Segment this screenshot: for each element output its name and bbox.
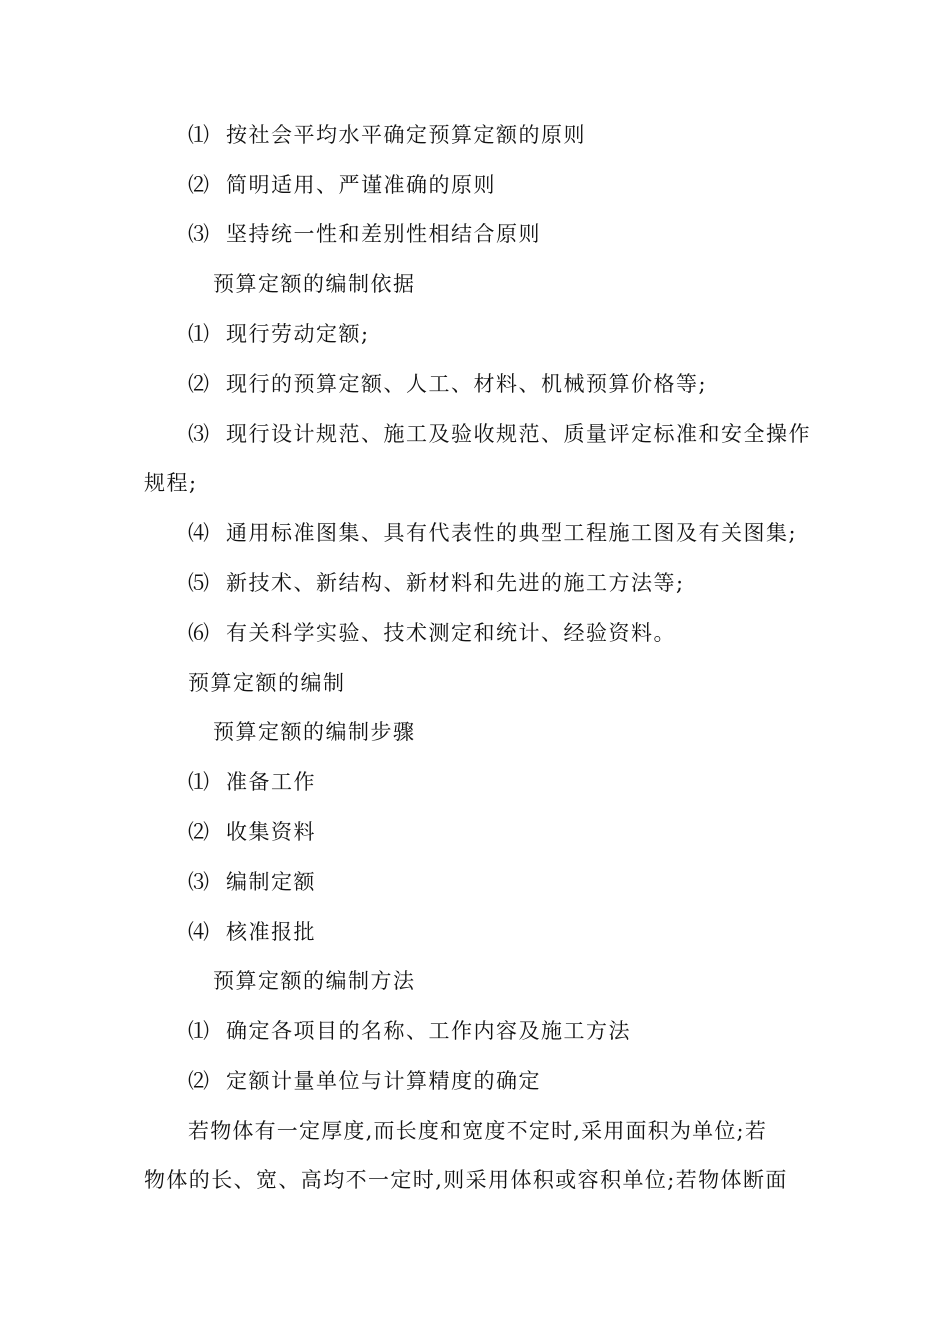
item-text: 新技术、新结构、新材料和先进的施工方法等; bbox=[226, 571, 685, 595]
item-number: ⑶ bbox=[188, 870, 210, 894]
method-item bbox=[188, 1018, 631, 1044]
item-text: 准备工作 bbox=[226, 770, 316, 794]
item-text: 定额计量单位与计算精度的确定 bbox=[226, 1069, 541, 1093]
item-text: 核准报批 bbox=[226, 920, 316, 944]
principle-item bbox=[188, 122, 586, 148]
item-number: ⑴ bbox=[188, 123, 210, 147]
basis-item bbox=[188, 520, 797, 546]
item-text: 按社会平均水平确定预算定额的原则 bbox=[226, 123, 586, 147]
item-number: ⑸ bbox=[188, 571, 210, 595]
item-text: 编制定额 bbox=[226, 870, 316, 894]
method-item bbox=[188, 1068, 541, 1094]
item-text: 确定各项目的名称、工作内容及施工方法 bbox=[226, 1019, 631, 1043]
basis-item bbox=[188, 421, 811, 447]
item-number: ⑵ bbox=[188, 372, 210, 396]
step-item bbox=[188, 869, 316, 895]
item-number: ⑵ bbox=[188, 820, 210, 844]
basis-item bbox=[188, 570, 685, 596]
item-number: ⑹ bbox=[188, 621, 210, 645]
item-number: ⑴ bbox=[188, 322, 210, 346]
step-item bbox=[188, 819, 316, 845]
basis-item bbox=[188, 371, 707, 397]
basis-item-continuation: 规程; bbox=[144, 471, 198, 495]
item-number: ⑴ bbox=[188, 1019, 210, 1043]
item-text: 收集资料 bbox=[226, 820, 316, 844]
item-text: 坚持统一性和差别性相结合原则 bbox=[226, 222, 541, 246]
section-heading-compile: 预算定额的编制 bbox=[188, 671, 346, 695]
item-number: ⑶ bbox=[188, 222, 210, 246]
step-item bbox=[188, 769, 316, 795]
item-number: ⑵ bbox=[188, 173, 210, 197]
section-heading-methods: 预算定额的编制方法 bbox=[213, 969, 416, 993]
item-text: 通用标准图集、具有代表性的典型工程施工图及有关图集; bbox=[226, 521, 798, 545]
item-text: 现行劳动定额; bbox=[226, 322, 370, 346]
item-number: ⑷ bbox=[188, 920, 210, 944]
step-item bbox=[188, 919, 316, 945]
section-heading-basis: 预算定额的编制依据 bbox=[213, 272, 416, 296]
item-number: ⑵ bbox=[188, 1069, 210, 1093]
principle-item bbox=[188, 172, 496, 198]
basis-item bbox=[188, 620, 676, 646]
paragraph-line: 物体的长、宽、高均不一定时,则采用体积或容积单位;若物体断面 bbox=[144, 1168, 788, 1192]
principle-item bbox=[188, 221, 541, 247]
item-number: ⑶ bbox=[188, 422, 210, 446]
item-text: 简明适用、严谨准确的原则 bbox=[226, 173, 496, 197]
item-text: 有关科学实验、技术测定和统计、经验资料。 bbox=[226, 621, 676, 645]
item-number: ⑷ bbox=[188, 521, 210, 545]
basis-item bbox=[188, 321, 370, 347]
item-text: 现行设计规范、施工及验收规范、质量评定标准和安全操作 bbox=[226, 422, 811, 446]
paragraph-line: 若物体有一定厚度,而长度和宽度不定时,采用面积为单位;若 bbox=[188, 1119, 768, 1143]
item-number: ⑴ bbox=[188, 770, 210, 794]
section-heading-steps: 预算定额的编制步骤 bbox=[213, 720, 416, 744]
item-text: 现行的预算定额、人工、材料、机械预算价格等; bbox=[226, 372, 708, 396]
